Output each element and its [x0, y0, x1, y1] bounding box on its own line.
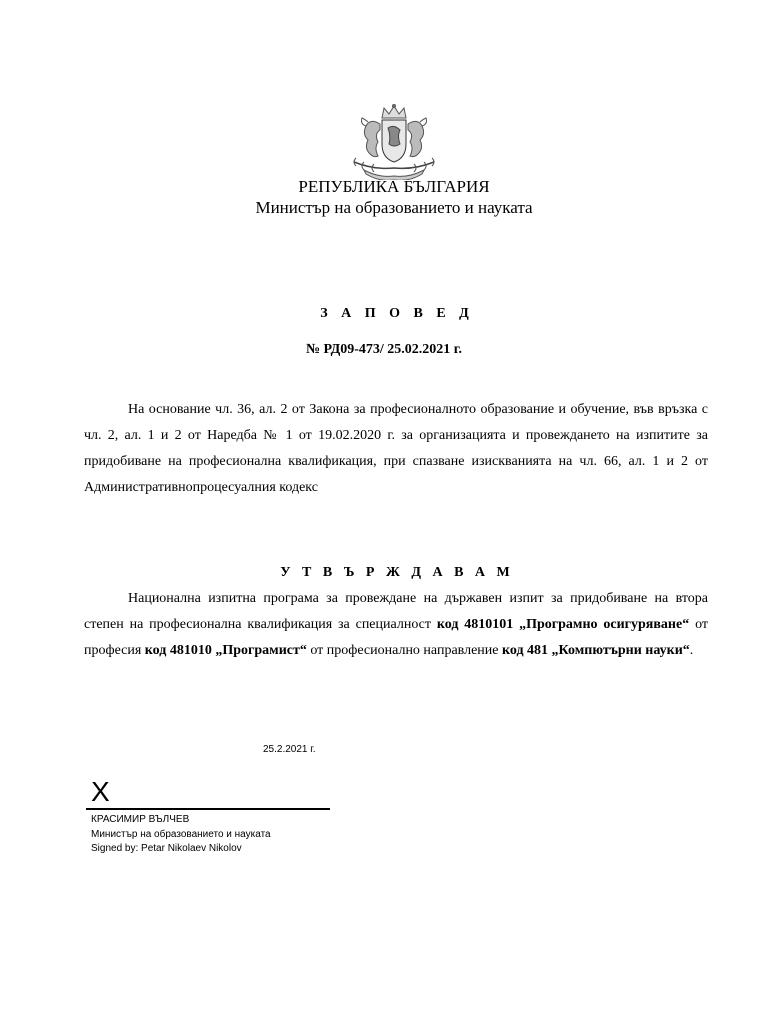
country-heading: РЕПУБЛИКА БЪЛГАРИЯ [298, 177, 490, 196]
approval-paragraph [84, 586, 708, 664]
signature-line [86, 808, 330, 810]
signature-date: 25.2.2021 г. [263, 744, 316, 755]
approval-heading: У Т В Ъ Р Ж Д А В А М [280, 565, 514, 580]
signature-mark: X [91, 776, 110, 807]
signed-by: Signed by: Petar Nikolaev Nikolov [91, 843, 242, 854]
authority-heading: Министър на образованието и науката [255, 198, 533, 217]
legal-basis-paragraph: На основание чл. 36, ал. 2 от Закона за професионалното образование и обучение, във връзка с чл. 2, ал. 1 и 2 от Наредба № 1 от 19.02.2020 г. за организацията и провеждането на изпитите за придобиване на професионална квалификация, при спазване изискванията на чл. 66, ал. 1 и 2 от Административнопроцесуалния кодекс [84, 402, 708, 495]
field-code: код 481 „Компютърни науки“ [501, 643, 690, 658]
approval-text-1: Национална изпитна програма за провеждане на държавен изпит за придобиване на втора степен на професионална квалификация за специалност [84, 591, 708, 632]
order-title: З А П О В Е Д [320, 306, 474, 321]
coat-of-arms-emblem [344, 104, 444, 180]
signer-name: КРАСИМИР ВЪЛЧЕВ [91, 814, 190, 825]
profession-code: код 481010 „Програмист“ [144, 643, 307, 658]
approval-text-2: от професия [84, 617, 708, 658]
signer-position: Министър на образованието и науката [91, 829, 271, 840]
approval-text-4: . [689, 643, 694, 658]
approval-text-3: от професионално направление [306, 643, 502, 658]
specialty-code: код 4810101 „Програмно осигуряване“ [436, 617, 690, 632]
order-number: № РД09-473/ 25.02.2021 г. [305, 342, 463, 357]
